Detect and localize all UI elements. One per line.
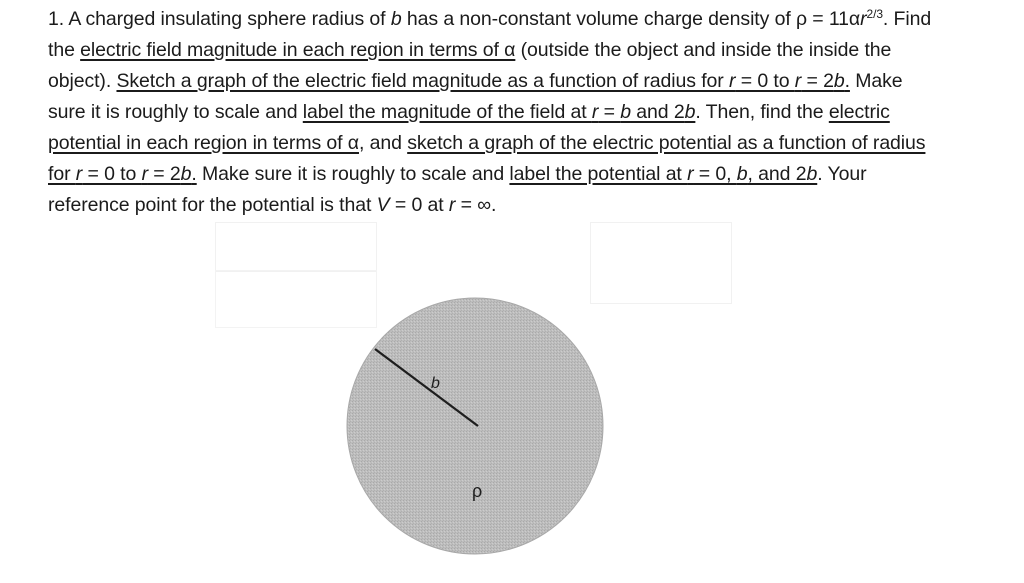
problem-line-3 <box>48 66 1008 97</box>
underlined-task: electric <box>828 101 890 123</box>
text-run: (outside the object and inside the inside the <box>515 39 892 61</box>
sphere-figure <box>340 296 610 566</box>
text-run: . Find <box>882 8 932 30</box>
text-run: the <box>48 39 81 61</box>
text-run: = <box>598 101 621 123</box>
underlined-task <box>509 163 817 185</box>
text-run: Make <box>849 70 903 92</box>
problem-statement <box>48 4 1008 221</box>
var-b: b <box>180 163 192 185</box>
var-r: r <box>794 70 802 92</box>
var-b: b <box>620 101 631 123</box>
var-b: b <box>736 163 748 185</box>
text-run: reference point for the potential is that <box>48 194 377 216</box>
problem-line-4 <box>48 97 1008 128</box>
text-run: . Your <box>817 163 867 185</box>
density-label: ρ <box>472 481 483 501</box>
text-run: and 2 <box>630 101 685 123</box>
underlined-task: potential in each region in terms of α <box>48 132 359 154</box>
text-run: = 0 to <box>735 70 795 92</box>
var-r: r <box>591 101 599 123</box>
text-run: sure it is roughly to scale and <box>48 101 303 123</box>
underlined-task <box>116 70 849 92</box>
problem-line-6 <box>48 159 1008 190</box>
text-run: . <box>844 70 850 92</box>
var-b: b <box>806 163 818 185</box>
text-run: = 2 <box>147 163 181 185</box>
text-run: label the magnitude of the field at <box>302 101 592 123</box>
text-run: = 0 to <box>82 163 142 185</box>
text-run: . Then, find the <box>695 101 829 123</box>
underlined-task: electric field magnitude in each region in terms of α <box>80 39 516 61</box>
text-run: , and 2 <box>747 163 807 185</box>
text-run: = 0, <box>693 163 737 185</box>
underlined-task <box>303 101 696 123</box>
text-run: = 0 at <box>389 194 449 216</box>
problem-number: 1. <box>48 8 69 30</box>
text-run: label the potential at <box>509 163 688 185</box>
text-run: , and <box>358 132 408 154</box>
text-run: A charged insulating sphere radius of <box>68 8 391 30</box>
underlined-task: sketch a graph of the electric potential as a function of radius <box>407 132 926 154</box>
text-run: . <box>191 163 197 185</box>
radius-label: b <box>431 375 440 392</box>
exponent: 2/3 <box>866 7 883 21</box>
sphere-diagram <box>340 296 610 566</box>
underlined-task <box>48 163 197 185</box>
bleed-through-box <box>590 222 732 304</box>
var-r: r <box>729 70 736 92</box>
problem-line-7 <box>48 190 1008 221</box>
problem-line-2 <box>48 35 1008 66</box>
var-r: r <box>860 8 867 30</box>
text-run: has a non-constant volume charge density of ρ = 11α <box>401 8 861 30</box>
problem-line-1 <box>48 4 1008 35</box>
charged-sphere <box>347 298 603 554</box>
text-run: Sketch a graph of the electric field magnitude as a function of radius for <box>116 70 729 92</box>
problem-line-5 <box>48 128 1008 159</box>
text-run: = ∞. <box>455 194 497 216</box>
var-b: b <box>833 70 845 92</box>
text-run: object). <box>48 70 117 92</box>
text-run: Make sure it is roughly to scale and <box>196 163 510 185</box>
var-r: r <box>448 194 456 216</box>
var-r: r <box>687 163 694 185</box>
var-b: b <box>390 8 402 30</box>
var-r: r <box>75 163 83 185</box>
var-r: r <box>141 163 148 185</box>
bleed-through-box <box>215 222 377 272</box>
text-run: = 2 <box>801 70 834 92</box>
var-v: V <box>376 194 390 216</box>
var-b: b <box>684 101 696 123</box>
text-run: for <box>48 163 76 185</box>
